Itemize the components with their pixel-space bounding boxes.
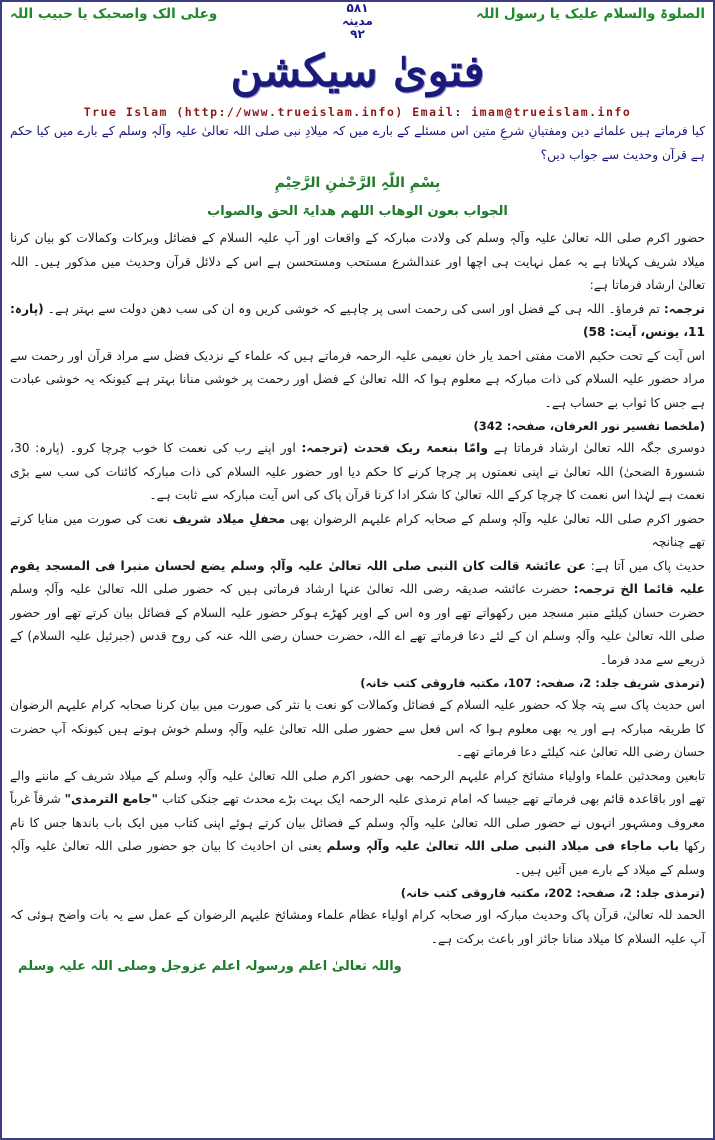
tabieen-text-b: شرقاً غرباً معروف ومشہور انہوں نے حضور صلی اللہ تعالیٰ علیہ وآلہٖ وسلم کے فضائل بیان کرتے ہوئے اپنی کتاب میں ایک باب باندھا جس کا نام رکھا — [10, 792, 706, 853]
hadith-label: ترجمہ: — [573, 582, 615, 596]
closing-line — [10, 955, 705, 985]
sahaba-bold: محفلِ میلاد شریف — [172, 511, 286, 526]
paragraph-translation — [10, 298, 705, 345]
paragraph-tabieen — [10, 765, 705, 883]
paragraph-tafsir: اس آیت کے تحت حکیم الامت مفتی احمد یار خان نعیمی علیہ الرحمہ فرماتے ہیں کہ علماء کے نزدیک فضل سے مراد قرآن اور رحمت سے مراد حضور علیہ السلام کی ذات مبارکہ ہے معلوم ہوا کہ اللہ تعالیٰ کے فضل اور رحمت پر خوشی منانا بہتر ہے کیونکہ یہ خوشی عبادت ہے جس کا ثواب بے حساب ہے۔ — [10, 348, 705, 410]
paragraph-second-verse — [10, 437, 705, 508]
basmala: بِسْمِ اللّٰہِ الرَّحْمٰنِ الرَّحِیْمِ — [274, 175, 441, 191]
closing-text: واللہ تعالیٰ اعلم ورسولہ اعلم عزوجل وصلی اللہ علیہ وسلم — [18, 959, 402, 974]
second-verse-text: اور اپنے رب کی نعمت کا خوب چرچا کرو۔ (پارہ: 30، شسورۃ الضحیٰ) اللہ تعالیٰ نے اپنی نعمتوں پر چرچا کرنے کا حکم دیا اور حضور علیہ السلام کی ذات مبارکہ کائنات کی سب سے بڑی نعمت ہے لہٰذا اس نعمت کا چرچا کرکے اللہ تعالیٰ کا شکر ادا کرنا قرآن پاک کی اس آیت مبارکہ سے ثابت ہے۔ — [10, 441, 705, 502]
issue-number-value: ۵۸۱ — [346, 1, 369, 15]
salutation-right: الصلوۃ والسلام علیک یا رسول اللہ — [476, 6, 705, 22]
issue-sub: ۹۲ — [350, 27, 365, 41]
hadith-arabic: عن عائشۃ قالت کان النبی صلی اللہ تعالیٰ علیہ وآلہٖ وسلم یضع لحسان منبرا فی المسجد یقوم علیہ قائما الخ — [10, 558, 705, 596]
issue-number — [342, 2, 373, 41]
hadith-intro: حدیث پاک میں آتا ہے: — [590, 558, 706, 573]
tabieen-text-a: تابعین ومحدثین علماء واولیاء مشائخ کرام علیہم الرحمہ بھی حضور اکرم صلی اللہ تعالیٰ علیہ وآلہٖ وسلم کے میلاد شریف کے ماننے والے تھے اور باقاعدہ قائم بھی فرماتے تھے جیسا کہ امام ترمذی علیہ الرحمہ ایک بہت بڑے محدث تھے جنکی کتاب — [10, 768, 706, 806]
translation-reference: (پارہ: 11، یونس، آیت: 58) — [10, 301, 705, 339]
page-title: فتویٰ سیکشن — [230, 46, 485, 97]
translation-text: تم فرماؤ۔ اللہ ہی کے فضل اور اسی کی رحمت اسی پر چاہیے کہ خوشی کریں وہ ان کی سب دھن دولت سے بہتر ہے۔ — [47, 301, 660, 316]
hadith-reference — [10, 672, 705, 694]
translation-label: ترجمہ: — [663, 301, 706, 316]
question-paragraph: کیا فرماتے ہیں علمائے دین ومفتیانِ شرعِ متین اس مسئلے کے بارے میں کہ میلادِ نبی صلی اللہ تعالیٰ علیہ وآلہٖ وسلم کے بارے میں کیا حکم ہے قرآن وحدیث سے جواب دیں؟ — [10, 124, 705, 162]
tabieen-book: "جامع الترمذی" — [64, 792, 159, 806]
paragraph-intro: حضور اکرم صلی اللہ تعالیٰ علیہ وآلہٖ وسلم کی ولادت مبارکہ کے واقعات اور آپ علیہ السلام کے فضائل وبرکات وکمالات کو بیان کرنا میلاد شریف کہلاتا ہے یہ عمل نہایت ہی اچھا اور عندالشرع مستحب ومستحسن ہے اس کے دلائل قرآن وحدیث میں مذکور ہیں۔ اللہ تعالیٰ ارشاد فرماتا ہے: — [10, 231, 705, 292]
issue-word: مدینہ — [342, 14, 373, 28]
tabieen-arabic: باب ماجاء فی میلاد النبی صلی اللہ تعالیٰ علیہ وآلہٖ وسلم — [326, 839, 679, 853]
tafsir-reference-text: (ملخصا تفسیر نور العرفان، صفحہ: 342) — [473, 419, 705, 433]
sahaba-text-b: نعت کی صورت میں منایا کرتے تھے چنانچہ — [10, 511, 705, 549]
paragraph-hadith — [10, 555, 705, 673]
salutation-left: وعلی الک واصحبک یا حبیب اللہ — [10, 6, 218, 22]
hadith-reference-text: (ترمذی شریف جلد: 2، صفحہ: 107، مکتبہ فاروقی کتب خانہ) — [360, 676, 705, 690]
answer-heading: الجواب بعون الوھاب اللھم ھدایۃ الحق والصواب — [207, 204, 508, 219]
paragraph-final: الحمد للہ تعالیٰ، قرآن پاک وحدیث مبارکہ اور صحابہ کرام اولیاء عظام علماء ومشائخ علیہم الرضوان کے عمل سے یہ بات واضح ہوئی کہ آپ علیہ السلام کا میلاد منانا جائز اور باعث برکت ہے۔ — [10, 908, 705, 946]
paragraph-conclusion-hadith: اس حدیث پاک سے پتہ چلا کہ حضور علیہ السلام کے فضائل وکمالات کو نعت یا نثر کی صورت میں بیان کرنا صحابہ کرام علیہم الرضوان کا طریقہ مبارکہ ہے اور یہ بھی معلوم ہوا کہ اس فعل سے حضور صلی اللہ تعالیٰ علیہ وآلہٖ وسلم خوش ہوتے ہیں کیونکہ آپ حضرت حسان رضی اللہ تعالیٰ عنہ کیلئے دعا فرماتے تھے۔ — [10, 698, 705, 759]
tabieen-text-c: یعنی ان احادیث کا بیان جو حضور صلی اللہ تعالیٰ علیہ وآلہٖ وسلم کے میلاد کے بارے میں آئیں ہیں۔ — [10, 839, 705, 877]
second-verse-arabic: وامّا بنعمۃ ربک فحدث — [353, 441, 488, 455]
tirmidhi-reference-text: (ترمذی جلد: 2، صفحہ: 202، مکتبہ فاروقی کتب خانہ) — [400, 886, 705, 900]
header — [2, 2, 713, 46]
second-verse-label: (ترجمہ: — [301, 441, 349, 455]
paragraph-sahaba — [10, 508, 705, 555]
tirmidhi-reference — [10, 882, 705, 904]
second-verse-intro: دوسری جگہ اللہ تعالیٰ ارشاد فرماتا ہے — [493, 441, 706, 455]
fatwa-content — [2, 120, 713, 985]
tafsir-reference — [10, 415, 705, 437]
site-contact-line: True Islam (http://www.trueislam.info) Email: imam@trueislam.info — [83, 105, 632, 119]
hadith-translation: حضرت عائشہ صدیقہ رضی اللہ تعالیٰ عنہا ارشاد فرماتی ہیں کہ حضور صلی اللہ تعالیٰ علیہ وآلہٖ وسلم حضرت حسان کیلئے منبر مسجد میں رکھواتے تھے اور وہ اس کے اوپر کھڑے ہوکر حضور علیہ السلام کے فضائل بیان کرتے تھے اور حضور صلی اللہ تعالیٰ علیہ وآلہٖ وسلم ان کے لئے دعا فرماتے تھے اے اللہ، حضرت حسان رضی اللہ عنہ کی روح قدس (جبرئیل علیہ السلام) کے ذریعے سے مدد فرما۔ — [10, 582, 705, 667]
sahaba-text-a: حضور اکرم صلی اللہ تعالیٰ علیہ وآلہٖ وسلم کے صحابہ کرام علیہم الرضوان بھی — [289, 511, 706, 526]
